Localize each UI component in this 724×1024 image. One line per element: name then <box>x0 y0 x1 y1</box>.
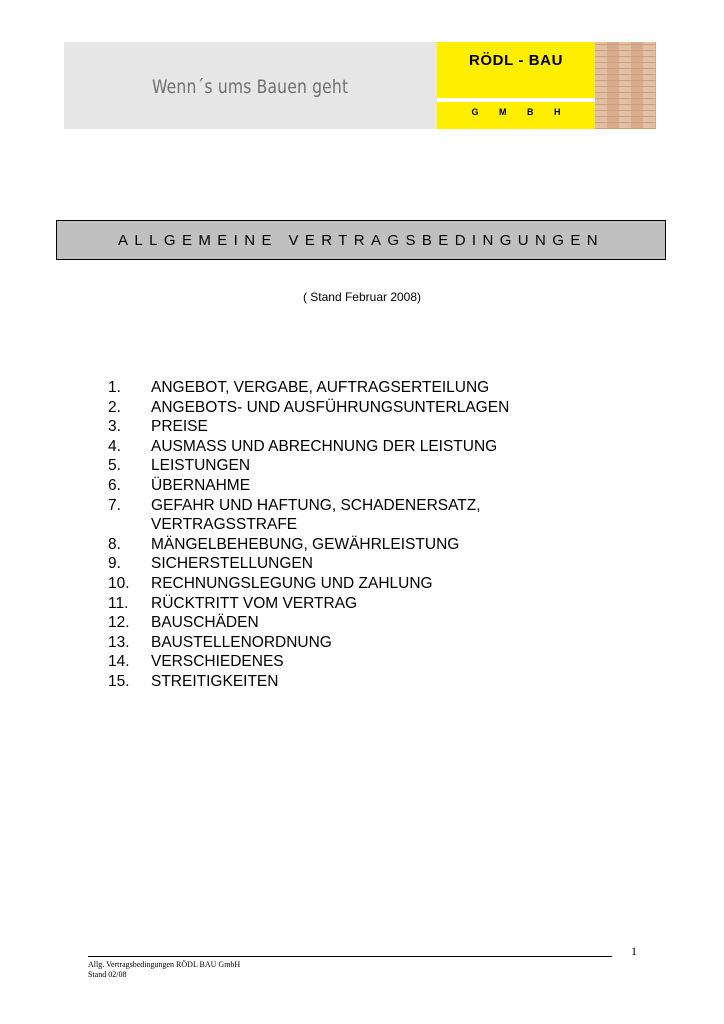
brand-name: RÖDL - BAU <box>468 52 564 69</box>
toc-item-number: 14. <box>108 653 130 671</box>
toc-item <box>108 456 509 476</box>
slogan-panel <box>64 42 437 129</box>
toc-item-label: BAUSTELLENORDNUNG <box>151 633 332 651</box>
toc-item <box>108 633 509 653</box>
toc-item-label: AUSMASS UND ABRECHNUNG DER LEISTUNG <box>151 437 498 455</box>
slogan: Wenn´s ums Bauen geht <box>152 76 349 98</box>
toc-item <box>108 476 509 496</box>
toc-item <box>108 417 509 437</box>
title-box <box>56 220 666 260</box>
toc-item-number: 12. <box>108 614 130 632</box>
toc-item-label: VERTRAGSSTRAFE <box>151 516 298 534</box>
toc-item-number: 13. <box>108 633 130 651</box>
toc-item-number: 1. <box>108 379 121 396</box>
toc-item-number: 11. <box>108 594 129 612</box>
toc-item <box>108 594 509 614</box>
toc-item <box>108 496 509 516</box>
toc-item <box>108 613 509 633</box>
toc-item-label: GEFAHR UND HAFTUNG, SCHADENERSATZ, <box>151 496 481 514</box>
toc-item-number: 9. <box>108 555 121 573</box>
toc-item <box>108 515 509 535</box>
toc-item-number: 15. <box>108 672 130 690</box>
toc-item-number: 7. <box>108 496 121 514</box>
toc-item-label: ANGEBOTS- UND AUSFÜHRUNGSUNTERLAGEN <box>151 398 510 416</box>
document-subtitle: ( Stand Februar 2008) <box>302 290 422 304</box>
footer-divider <box>88 956 612 957</box>
toc-item-number: 3. <box>108 418 121 436</box>
toc-item-number: 10. <box>108 574 130 592</box>
toc-item-label: BAUSCHÄDEN <box>151 614 259 632</box>
document-title: ALLGEMEINE VERTRAGSBEDINGUNGEN <box>118 231 604 249</box>
brand-stripe <box>437 98 595 102</box>
toc-item <box>108 652 509 672</box>
toc-item-label: RECHNUNGSLEGUNG UND ZAHLUNG <box>151 574 433 592</box>
toc-item <box>108 554 509 574</box>
toc-item-number: 2. <box>108 398 121 416</box>
table-of-contents <box>108 378 509 692</box>
toc-item <box>108 672 509 692</box>
toc-item-label: STREITIGKEITEN <box>151 672 279 690</box>
toc-item <box>108 437 509 457</box>
toc-item-number: 4. <box>108 437 121 455</box>
toc-item-label: RÜCKTRITT VOM VERTRAG <box>151 594 358 612</box>
toc-item-number: 5. <box>108 457 121 475</box>
footer-line-1: Allg. Vertragsbedingungen RÖDL BAU GmbH <box>88 960 241 969</box>
brand-logo <box>437 42 595 129</box>
toc-item <box>108 535 509 555</box>
toc-item-number: 8. <box>108 535 121 553</box>
toc-item-number: 6. <box>108 476 121 494</box>
toc-item-label: SICHERSTELLUNGEN <box>151 555 313 573</box>
toc-item-label: ANGEBOT, VERGABE, AUFTRAGSERTEILUNG <box>151 379 490 396</box>
header-banner <box>64 42 656 129</box>
toc-item <box>108 378 509 398</box>
page-number: 1 <box>631 944 637 958</box>
toc-item-label: VERSCHIEDENES <box>151 653 284 671</box>
toc-item-number <box>108 515 151 535</box>
brand-suffix: G M B H <box>471 107 570 117</box>
toc-item-label: PREISE <box>151 418 208 436</box>
toc-item <box>108 398 509 418</box>
footer-line-2: Stand 02/08 <box>88 970 127 979</box>
toc-item-label: LEISTUNGEN <box>151 457 251 475</box>
toc-item-label: MÄNGELBEHEBUNG, GEWÄHRLEISTUNG <box>151 535 460 553</box>
toc-item <box>108 574 509 594</box>
brick-texture-image <box>595 42 656 129</box>
toc-item-label: ÜBERNAHME <box>151 476 251 494</box>
